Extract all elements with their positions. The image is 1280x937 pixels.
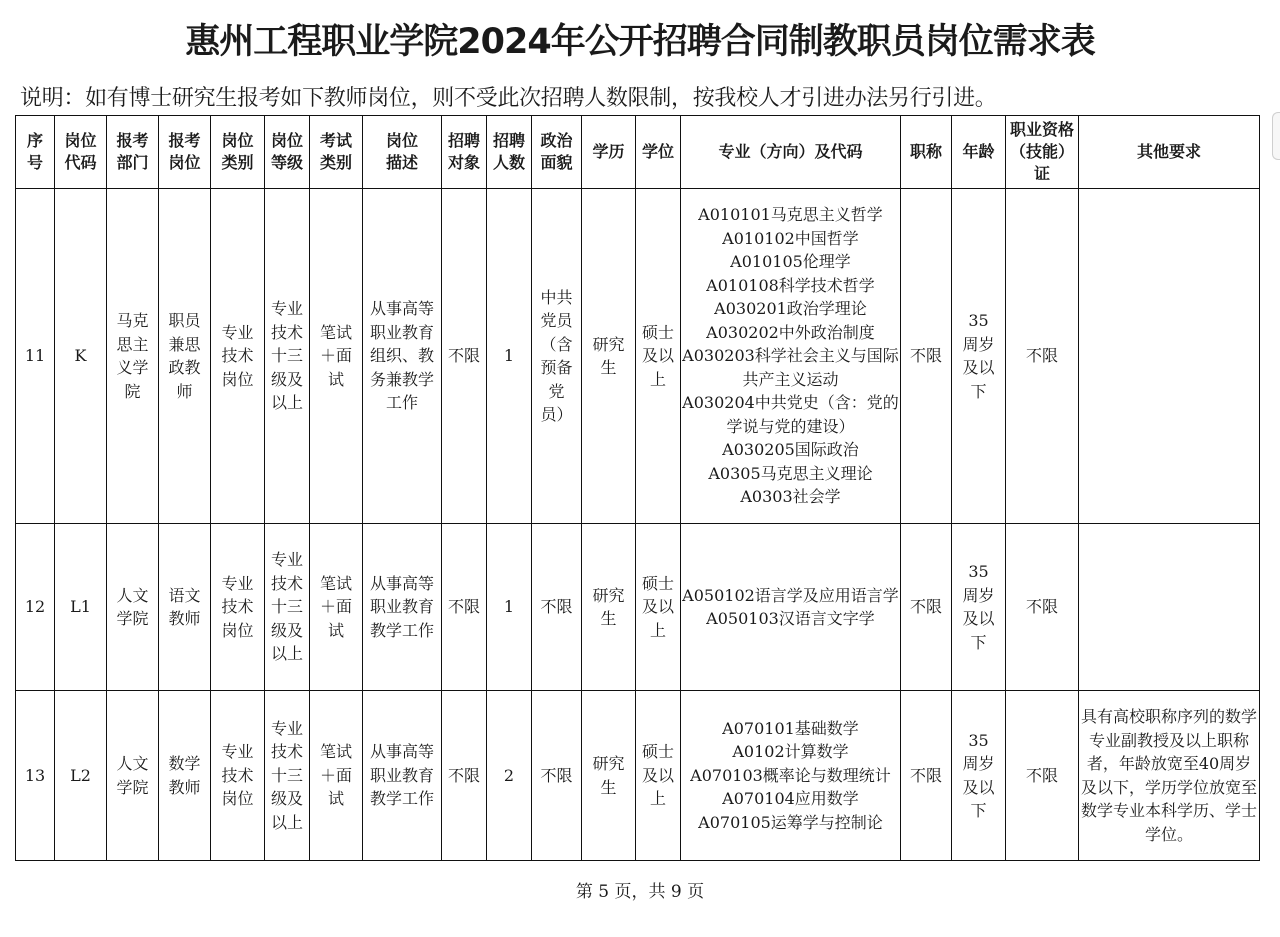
recruit-target: 不限 [442,524,487,691]
header-cell: 报考岗位 [159,116,211,189]
other-requirements: 具有高校职称序列的数学专业副教授及以上职称者，年龄放宽至40周岁及以下，学历学位放宽至数学专业本科学历、学士学位。 [1079,691,1260,861]
certificate-requirement: 不限 [1006,524,1079,691]
header-cell: 岗位代码 [55,116,107,189]
post-description: 从事高等职业教育教学工作 [363,691,442,861]
political-status: 不限 [532,691,582,861]
exam-type: 笔试＋面试 [310,189,363,524]
major-item: A010101马克思主义哲学 [698,205,883,225]
major-item: A030205国际政治 [722,440,859,460]
post-description: 从事高等职业教育教学工作 [363,524,442,691]
side-panel-tab[interactable] [1272,112,1280,160]
major-item: A070101基础数学 [722,718,859,738]
row-number: 12 [16,524,55,691]
header-cell: 学位 [636,116,681,189]
major-list [681,524,901,691]
table-row [16,691,1260,861]
major-item: A0102计算数学 [732,742,849,762]
post-code: L2 [55,691,107,861]
major-item: A030203科学社会主义与国际共产主义运动 [682,346,899,389]
header-cell: 报考部门 [107,116,159,189]
other-requirements [1079,189,1260,524]
post-name: 职员兼思政教师 [159,189,211,524]
department: 人文学院 [107,524,159,691]
major-list [681,691,901,861]
header-cell: 招聘人数 [487,116,532,189]
post-name: 数学教师 [159,691,211,861]
major-item: A030201政治学理论 [714,299,867,319]
title-requirement: 不限 [901,189,952,524]
page-note: 说明：如有博士研究生报考如下教师岗位，则不受此次招聘人数限制，按我校人才引进办法另行引进。 [20,86,997,111]
education: 研究生 [582,691,636,861]
title-requirement: 不限 [901,524,952,691]
header-cell: 岗位描述 [363,116,442,189]
recruit-count: 2 [487,691,532,861]
post-code: K [55,189,107,524]
page-title: 惠州工程职业学院2024年公开招聘合同制教职员岗位需求表 [185,22,1095,62]
department: 人文学院 [107,691,159,861]
major-item: A070104应用数学 [722,789,859,809]
header-cell: 其他要求 [1079,116,1260,189]
post-category: 专业技术岗位 [211,691,265,861]
row-number: 11 [16,189,55,524]
post-category: 专业技术岗位 [211,189,265,524]
recruit-target: 不限 [442,691,487,861]
header-cell: 年龄 [952,116,1006,189]
degree: 硕士及以上 [636,189,681,524]
major-item: A0305马克思主义理论 [708,463,873,483]
title-requirement: 不限 [901,691,952,861]
header-cell: 招聘对象 [442,116,487,189]
recruitment-table [15,115,1260,861]
row-number: 13 [16,691,55,861]
header-cell: 专业（方向）及代码 [681,116,901,189]
recruit-target: 不限 [442,189,487,524]
degree: 硕士及以上 [636,524,681,691]
major-item: A010108科学技术哲学 [706,275,875,295]
major-item: A030204中共党史（含：党的学说与党的建设） [682,393,899,436]
post-name: 语文教师 [159,524,211,691]
recruit-count: 1 [487,524,532,691]
major-item: A070103概率论与数理统计 [690,765,891,785]
exam-type: 笔试＋面试 [310,691,363,861]
major-item: A010102中国哲学 [722,228,859,248]
header-cell: 岗位类别 [211,116,265,189]
table-row [16,189,1260,524]
header-cell: 岗位等级 [265,116,310,189]
other-requirements [1079,524,1260,691]
certificate-requirement: 不限 [1006,691,1079,861]
page-footer: 第 5 页，共 9 页 [575,882,705,902]
age-requirement: 35周岁及以下 [952,524,1006,691]
major-item: A050103汉语言文字学 [706,609,875,628]
age-requirement: 35周岁及以下 [952,189,1006,524]
major-item: A010105伦理学 [730,252,851,272]
recruit-count: 1 [487,189,532,524]
education: 研究生 [582,189,636,524]
post-category: 专业技术岗位 [211,524,265,691]
political-status: 不限 [532,524,582,691]
degree: 硕士及以上 [636,691,681,861]
post-description: 从事高等职业教育组织、教务兼教学工作 [363,189,442,524]
exam-type: 笔试＋面试 [310,524,363,691]
major-item: A050102语言学及应用语言学 [682,585,899,605]
department: 马克思主义学院 [107,189,159,524]
header-cell: 职称 [901,116,952,189]
major-item: A0303社会学 [740,487,841,507]
header-cell: 学历 [582,116,636,189]
header-row [16,116,1260,189]
header-cell: 考试类别 [310,116,363,189]
major-item: A070105运筹学与控制论 [698,812,883,832]
header-cell: 职业资格（技能）证 [1006,116,1079,189]
age-requirement: 35周岁及以下 [952,691,1006,861]
post-code: L1 [55,524,107,691]
certificate-requirement: 不限 [1006,189,1079,524]
education: 研究生 [582,524,636,691]
major-list [681,189,901,524]
post-level: 专业技术十三级及以上 [265,189,310,524]
post-level: 专业技术十三级及以上 [265,691,310,861]
political-status: 中共党员（含预备党员） [532,189,582,524]
header-cell: 政治面貌 [532,116,582,189]
major-item: A030202中外政治制度 [706,322,875,342]
table-row [16,524,1260,691]
header-cell: 序号 [16,116,55,189]
post-level: 专业技术十三级及以上 [265,524,310,691]
